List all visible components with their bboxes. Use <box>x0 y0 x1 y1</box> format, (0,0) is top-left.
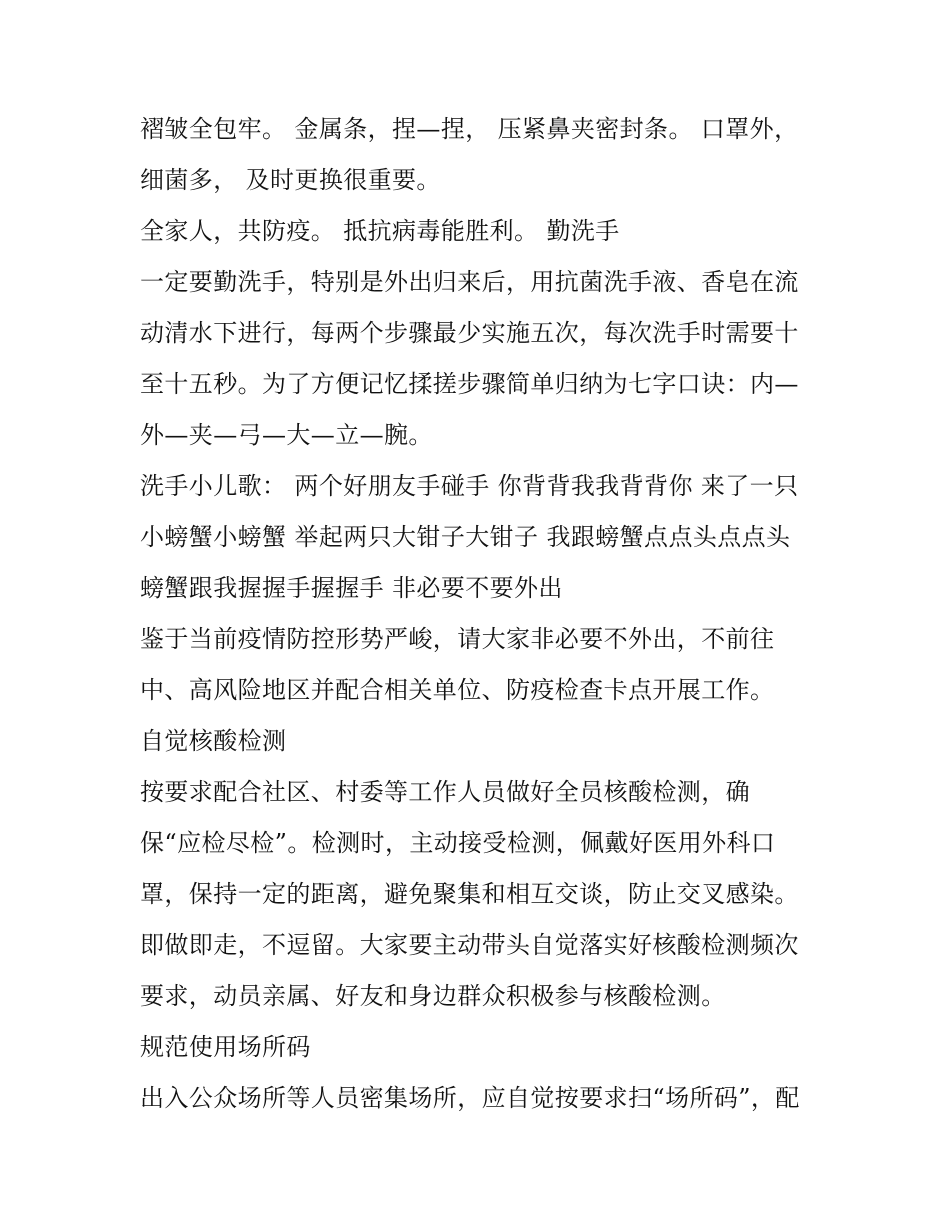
text-line: 外—夹—弓—大—立—腕。 <box>140 421 433 449</box>
text-line: 即做即走，不逗留。大家要主动带头自觉落实好核酸检测频次 <box>140 931 799 959</box>
text-line: 小螃蟹小螃蟹 举起两只大钳子大钳子 我跟螃蟹点点头点点头 <box>140 523 791 551</box>
text-line: 一定要勤洗手，特别是外出归来后，用抗菌洗手液、香皂在流 <box>140 268 799 296</box>
text-line: 全家人，共防疫。 抵抗病毒能胜利。 勤洗手 <box>140 217 620 245</box>
text-line: 要求，动员亲属、好友和身边群众积极参与核酸检测。 <box>140 982 726 1010</box>
text-line: 保“应检尽检”。检测时，主动接受检测，佩戴好医用外科口 <box>140 829 776 857</box>
section-heading: 规范使用场所码 <box>140 1033 311 1061</box>
text-line: 至十五秒。为了方便记忆揉搓步骤简单归纳为七字口诀：内— <box>140 370 799 398</box>
section-heading: 自觉核酸检测 <box>140 727 287 755</box>
text-line: 褶皱全包牢。 金属条，捏—捏， 压紧鼻夹密封条。 口罩外， <box>140 115 799 143</box>
text-line: 螃蟹跟我握握手握握手 非必要不要外出 <box>140 574 563 602</box>
text-line: 鉴于当前疫情防控形势严峻，请大家非必要不外出，不前往 <box>140 625 775 653</box>
text-line: 细菌多， 及时更换很重要。 <box>140 166 441 194</box>
text-line: 按要求配合社区、村委等工作人员做好全员核酸检测，确 <box>140 778 750 806</box>
text-line: 中、高风险地区并配合相关单位、防疫检查卡点开展工作。 <box>140 676 775 704</box>
text-line: 洗手小儿歌： 两个好朋友手碰手 你背背我我背背你 来了一只 <box>140 472 799 500</box>
text-line: 出入公众场所等人员密集场所，应自觉按要求扫“场所码”，配 <box>140 1084 800 1112</box>
text-line: 罩，保持一定的距离，避免聚集和相互交谈，防止交叉感染。 <box>140 880 799 908</box>
text-line: 动清水下进行，每两个步骤最少实施五次，每次洗手时需要十 <box>140 319 799 347</box>
